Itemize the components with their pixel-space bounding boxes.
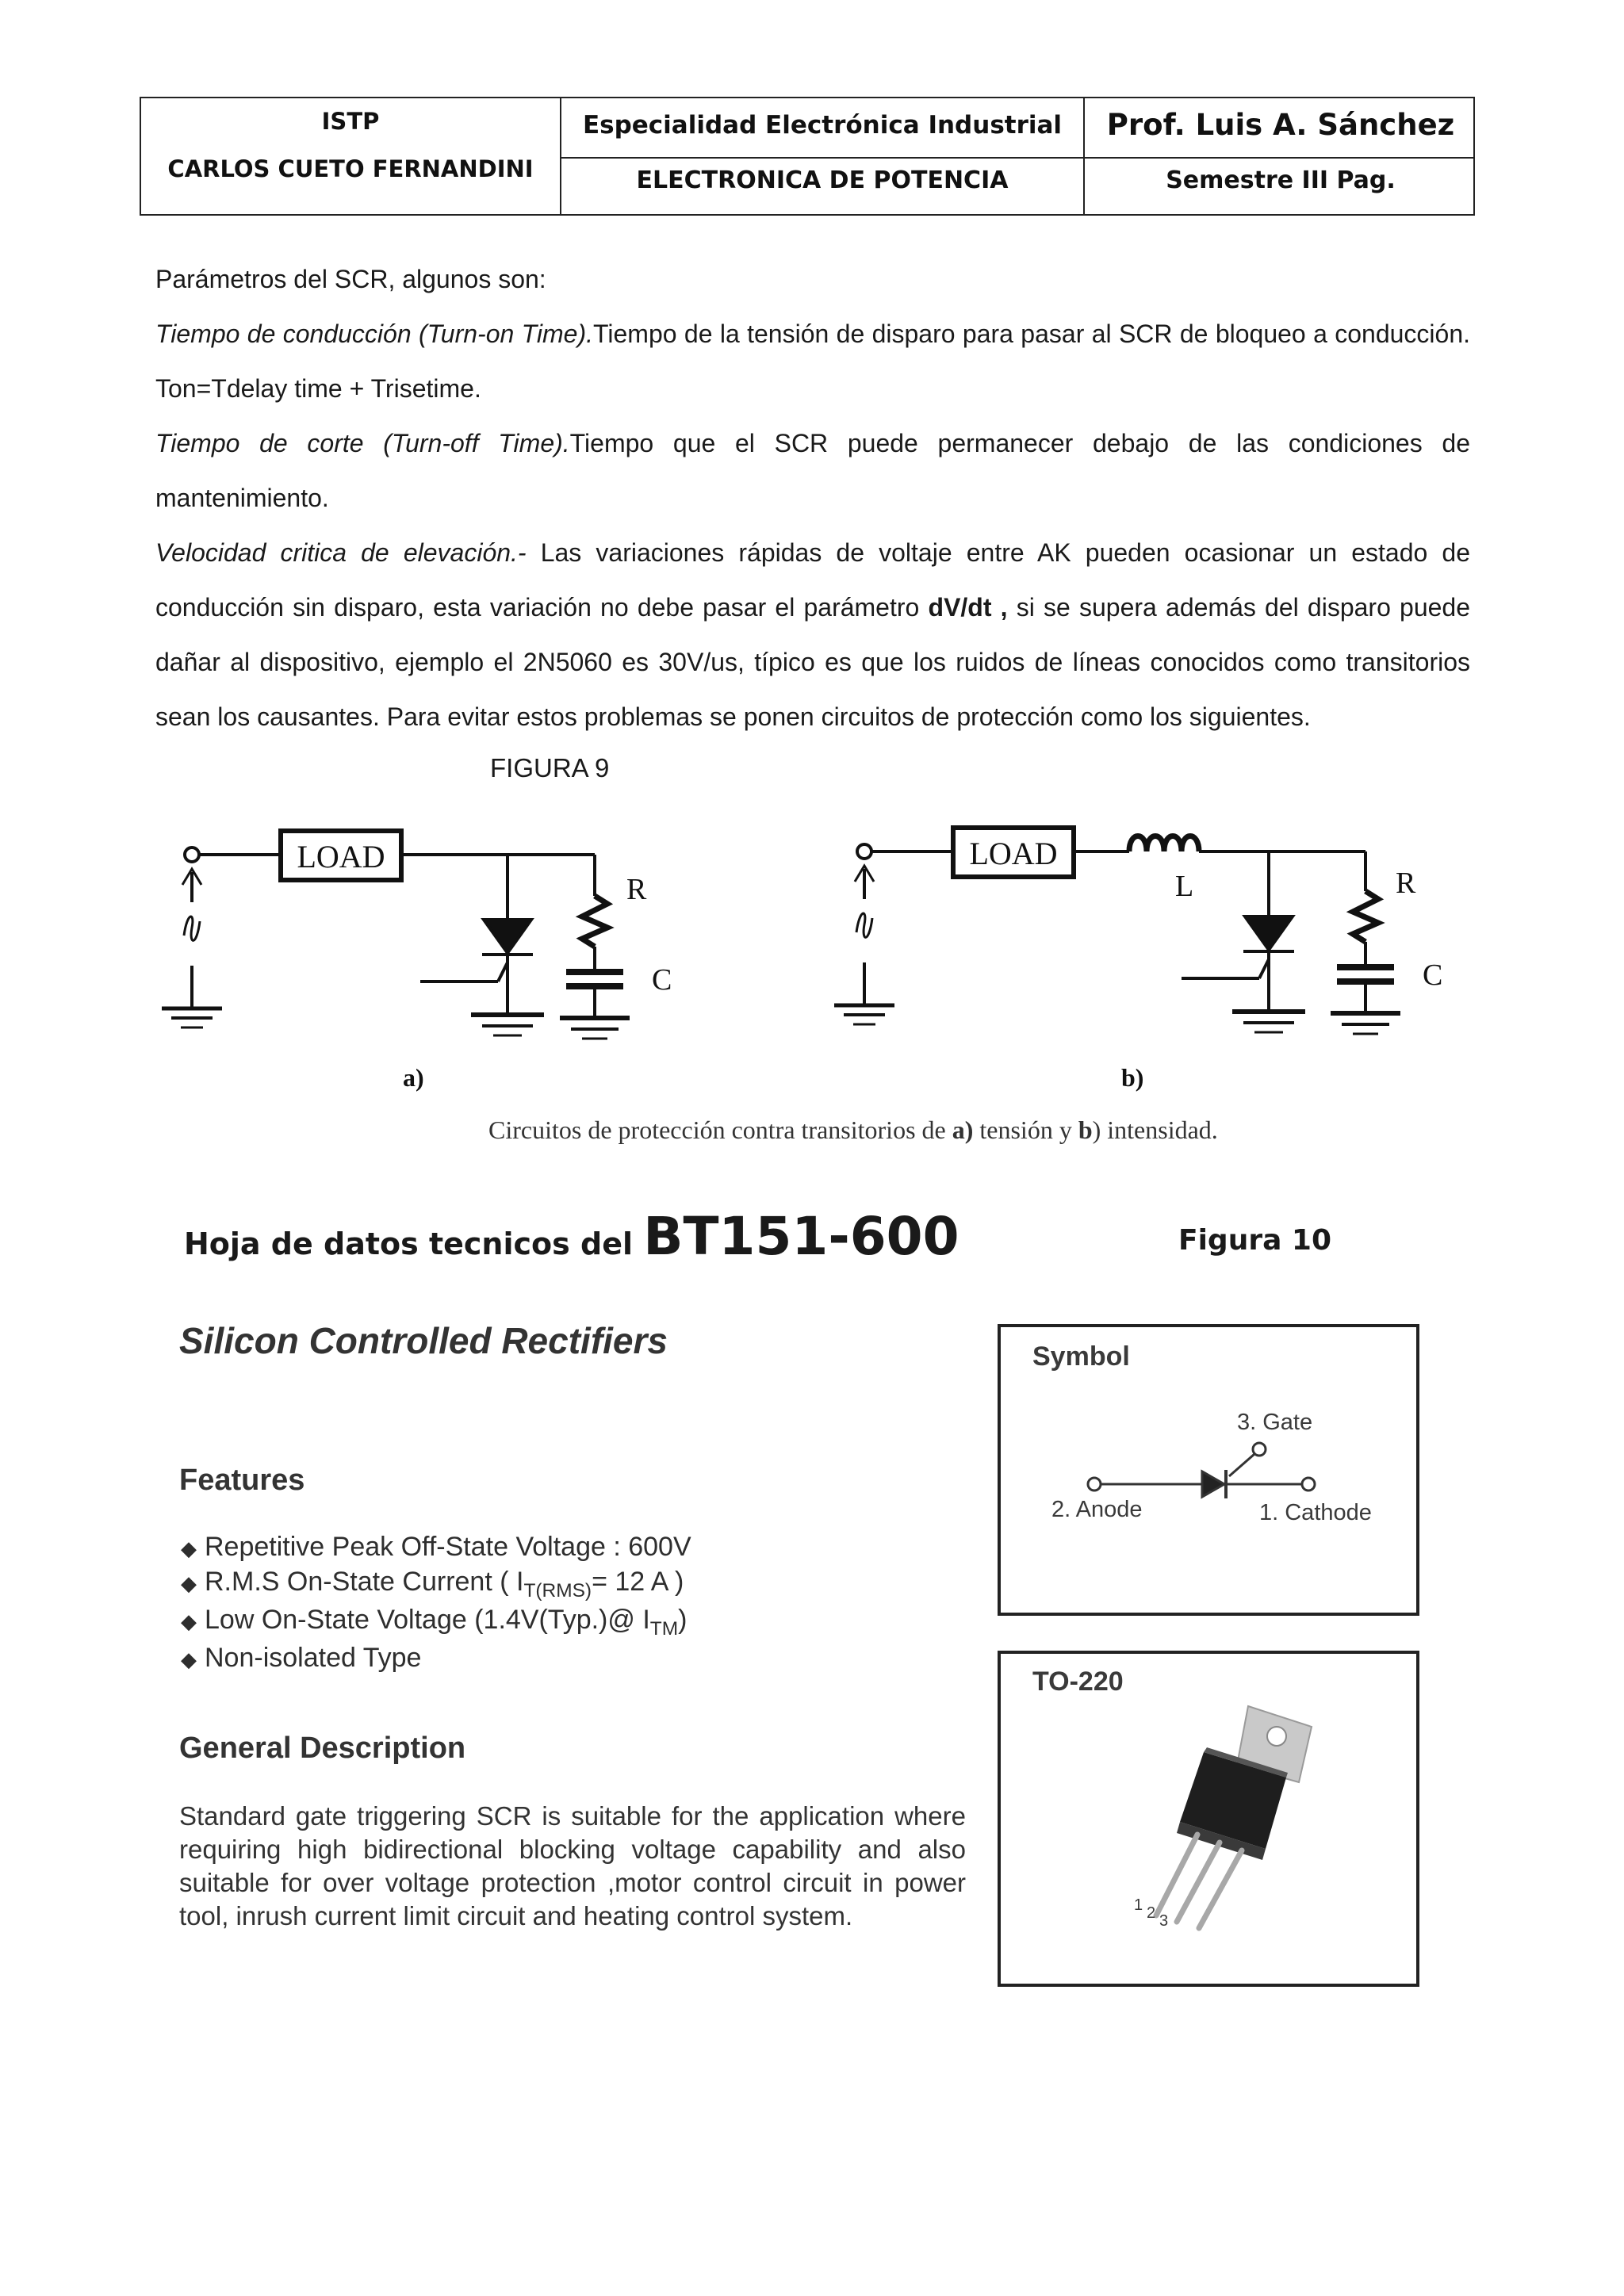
anode-label: 2. Anode (1051, 1497, 1143, 1522)
pin3-label: 3 (1159, 1912, 1169, 1930)
pin2-label: 2 (1147, 1904, 1156, 1922)
terminal-a (185, 848, 199, 862)
features-title: Features (179, 1464, 305, 1497)
paragraph-dvdt (155, 526, 1470, 744)
figure9-caption: Circuitos de protección contra transitorios de a) tensión y b) intensidad. (488, 1115, 1218, 1144)
text-dvdt-a: Las variaciones rápidas de voltaje entre AK pueden ocasionar un estado de conducción sin disparo, esta variación no debe pasar el parámetro (155, 538, 1471, 622)
header-institute: ISTP (321, 108, 380, 135)
param-dvdt: dV/dt , (928, 593, 1008, 622)
bullet-diamond-icon: ◆ (181, 1536, 197, 1560)
feature-item: ◆ Non-isolated Type (181, 1643, 422, 1673)
scr-symbol (1001, 1327, 1416, 1613)
r-label-a: R (626, 873, 647, 906)
text-turn-on: Tiempo de la tensión de disparo para pasar al SCR de bloqueo a conducción. Ton=Tdelay time + Trisetime. (155, 320, 1471, 403)
paragraph-turn-on (155, 307, 1470, 416)
package-box (998, 1651, 1419, 1987)
r-label-b: R (1396, 867, 1416, 900)
datasheet-title: Silicon Controlled Rectifiers (179, 1320, 668, 1361)
package-title: TO-220 (1032, 1667, 1124, 1697)
general-description-text: Standard gate triggering SCR is suitable for the application where requiring high bidirectional blocking voltage capability and also suitable for over voltage protection ,motor control circuit in power tool, inrush current limit circuit and heating control system. (179, 1801, 966, 1931)
paragraph-turn-off (155, 416, 1470, 526)
intro-line: Parámetros del SCR, algunos son: (155, 265, 546, 293)
c-label-a: C (652, 963, 672, 997)
datasheet-heading (184, 1205, 959, 1276)
inductor-b (1129, 836, 1199, 852)
figure10-label: Figura 10 (1178, 1224, 1332, 1257)
terminal-b (857, 844, 871, 859)
header-professor: Prof. Luis A. Sánchez (1106, 108, 1455, 142)
l-label-b: L (1175, 870, 1194, 903)
resistor-b (1353, 891, 1378, 942)
c-label-b: C (1423, 959, 1443, 992)
bullet-diamond-icon: ◆ (181, 1647, 197, 1671)
subfigure-a-label: a) (403, 1063, 424, 1092)
feature-item: ◆ R.M.S On-State Current ( $I_{T(RMS)}= 12$ A ) (181, 1567, 684, 1601)
header-specialty: Especialidad Electrónica Industrial (582, 111, 1063, 140)
header-divider (560, 157, 1473, 159)
resistor-a (582, 896, 607, 947)
datasheet-heading-text: Hoja de datos tecnicos del (184, 1226, 644, 1261)
figure9-circuits (151, 817, 1483, 1158)
load-label-a: LOAD (297, 839, 385, 874)
header-course: ELECTRONICA DE POTENCIA (636, 166, 1009, 194)
ac-source-b (856, 913, 872, 937)
header-institute-name: CARLOS CUETO FERNANDINI (167, 155, 534, 182)
pin1-label: 1 (1134, 1896, 1143, 1914)
term-dvdt: Velocidad critica de elevación.- (155, 538, 527, 567)
ac-source-a (184, 916, 200, 940)
to220-package-image (1001, 1654, 1416, 1984)
text-turn-off: Tiempo que el SCR puede permanecer debajo de las condiciones de mantenimiento. (155, 429, 1471, 512)
header-table (140, 97, 1475, 216)
text-dvdt-b: si se supera además del disparo puede dañar al dispositivo, ejemplo el 2N5060 es 30V/us, típico es que los ruidos de líneas conocidos como transitorios sean los causantes. Para evitar estos problemas se ponen circuitos de protección como los siguientes. (155, 593, 1471, 731)
part-number: BT151-600 (643, 1206, 959, 1267)
subfigure-b-label: b) (1121, 1063, 1144, 1092)
term-turn-on: Tiempo de conducción (Turn-on Time). (155, 320, 594, 348)
general-description-title: General Description (179, 1732, 466, 1765)
header-semester: Semestre III Pag. (1166, 166, 1396, 194)
cathode-label: 1. Cathode (1259, 1500, 1372, 1525)
symbol-box (998, 1324, 1419, 1616)
load-label-b: LOAD (969, 836, 1058, 871)
scr-b (1245, 916, 1293, 950)
bullet-diamond-icon: ◆ (181, 1609, 197, 1633)
figure9-label: FIGURA 9 (490, 753, 610, 783)
term-turn-off: Tiempo de corte (Turn-off Time). (155, 429, 570, 457)
gate-label: 3. Gate (1237, 1410, 1313, 1435)
scr-a (484, 920, 531, 953)
feature-item: ◆ Low On-State Voltage (1.4V(Typ.)@ $I_{TM}$) (181, 1605, 688, 1640)
bullet-diamond-icon: ◆ (181, 1571, 197, 1595)
symbol-title: Symbol (1032, 1341, 1130, 1372)
feature-item: ◆ Repetitive Peak Off-State Voltage : 600V (181, 1532, 691, 1562)
